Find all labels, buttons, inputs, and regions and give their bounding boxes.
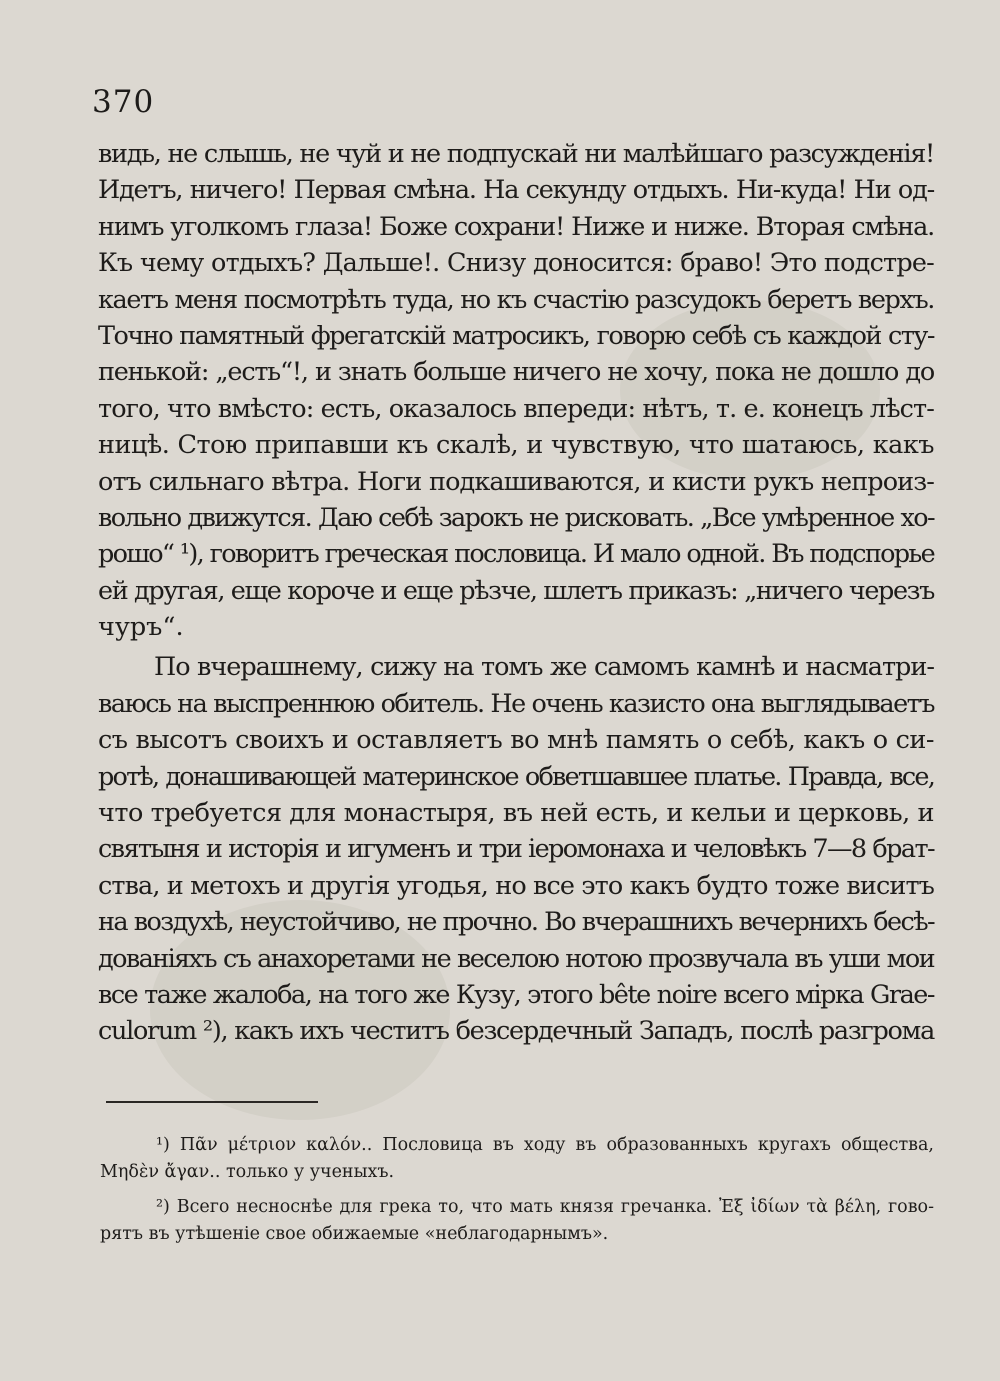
text-line: пенькой: „есть“!, и знать больше ничего не хочу, пока не дошло до xyxy=(98,357,934,388)
text-line: ства, и метохъ и другія угодья, но все это какъ будто тоже виситъ xyxy=(98,870,934,901)
text-line: рошо“ ¹), говоритъ греческая пословица. И мало одной. Въ подспорье xyxy=(98,539,934,570)
footnote-line: ²) Всего несноснѣе для грека то, что мать князя гречанка. Ἐξ ἰδίων τὰ βέλη, гово- xyxy=(156,1197,934,1217)
footnote-line: рятъ въ утѣшеніе свое обижаемые «неблагодарнымъ». xyxy=(100,1224,609,1244)
footnote-line: Μηδὲν ἄγαν.. только у ученыхъ. xyxy=(100,1162,395,1182)
text-line: ей другая, еще короче и еще рѣзче, шлетъ приказъ: „ничего черезъ xyxy=(98,575,934,606)
text-line: нимъ уголкомъ глаза! Боже сохрани! Ниже и ниже. Вторая смѣна. xyxy=(98,211,934,242)
text-line: святыня и исторія и игуменъ и три іеромонаха и человѣкъ 7—8 брат- xyxy=(98,834,934,865)
text-line: отъ сильнаго вѣтра. Ноги подкашиваются, и кисти рукъ непроиз- xyxy=(98,466,934,497)
text-line: ротѣ, донашивающей материнское обветшавшее платье. Правда, все, xyxy=(98,761,934,792)
text-line: ваюсь на выспреннюю обитель. Не очень казисто она выглядываетъ xyxy=(98,688,934,719)
footnote-line: ¹) Πᾶν μέτριον καλόν.. Пословица въ ходу въ образованныхъ кругахъ общества, xyxy=(156,1135,934,1155)
page-number: 370 xyxy=(92,84,155,120)
footnote-1 xyxy=(100,1132,934,1186)
text-line: culorum ²), какъ ихъ честитъ безсердечный Западъ, послѣ разгрома xyxy=(98,1016,934,1047)
text-line: Къ чему отдыхъ? Дальше!. Снизу доносится: браво! Это подстре- xyxy=(98,248,934,279)
text-line: Идетъ, ничего! Первая смѣна. На секунду отдыхъ. Ни-куда! Ни од- xyxy=(98,175,934,206)
text-line: чуръ“. xyxy=(98,612,184,643)
footnotes xyxy=(100,1132,934,1248)
text-line: на воздухѣ, неустойчиво, не прочно. Во вчерашнихъ вечернихъ бесѣ- xyxy=(98,907,934,938)
text-line: вольно движутся. Даю себѣ зарокъ не рисковать. „Все умѣренное хо- xyxy=(98,502,934,533)
text-line: каетъ меня посмотрѣть туда, но къ счастію разсудокъ беретъ верхъ. xyxy=(98,284,934,315)
text-line: дованіяхъ съ анахоретами не веселою нотою прозвучала въ уши мои xyxy=(98,943,934,974)
footnote-separator xyxy=(106,1101,318,1103)
text-line: видь, не слышь, не чуй и не подпускай ни малѣйшаго разсужденія! xyxy=(98,139,934,169)
text-line: съ высотъ своихъ и оставляетъ во мнѣ память о себѣ, какъ о си- xyxy=(98,725,934,756)
body-text xyxy=(98,136,934,1050)
footnote-2 xyxy=(100,1194,934,1248)
text-line: По вчерашнему, сижу на томъ же самомъ камнѣ и насматри- xyxy=(154,652,934,683)
text-line: ницѣ. Стою припавши къ скалѣ, и чувствую, что шатаюсь, какъ xyxy=(98,430,934,461)
text-line: все таже жалоба, на того же Кузу, этого bête noire всего мірка Grae- xyxy=(98,979,934,1010)
text-line: что требуется для монастыря, въ ней есть, и кельи и церковь, и xyxy=(98,798,934,829)
text-line: Точно памятный фрегатскій матросикъ, говорю себѣ съ каждой сту- xyxy=(98,320,934,351)
text-line: того, что вмѣсто: есть, оказалось впереди: нѣтъ, т. е. конецъ лѣст- xyxy=(98,393,934,424)
